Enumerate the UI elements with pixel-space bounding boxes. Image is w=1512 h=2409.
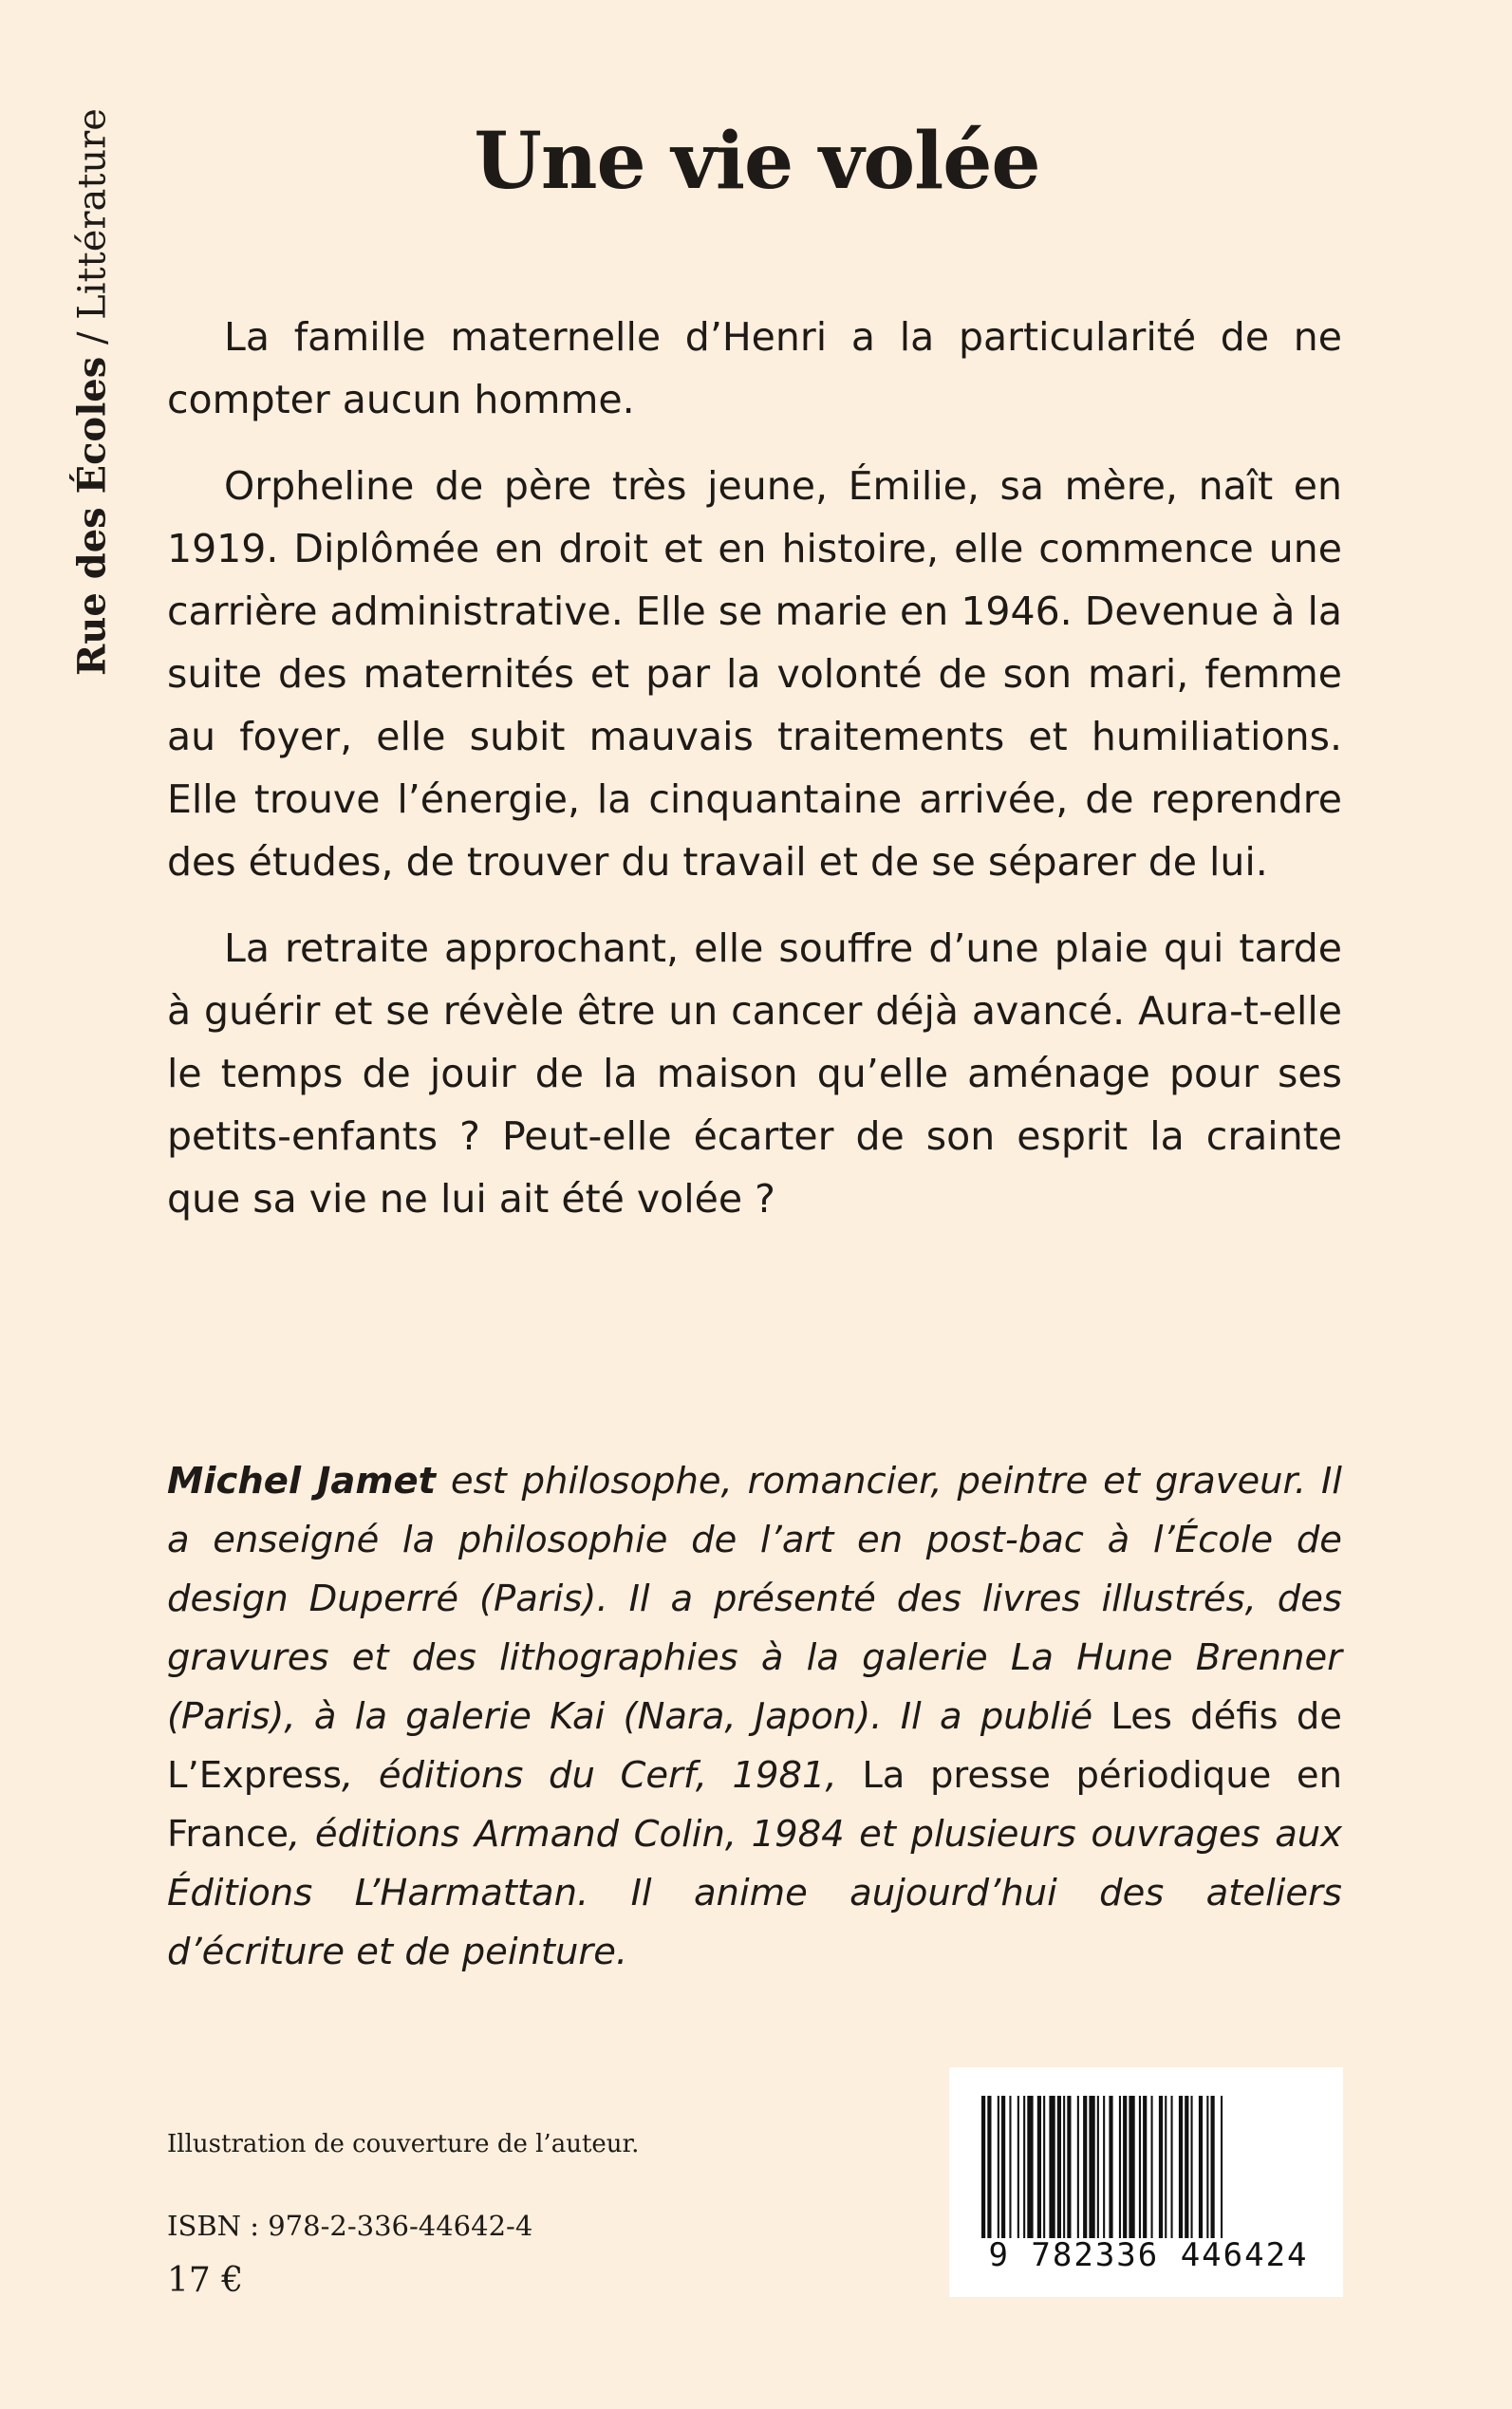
- barcode-bar: [1171, 2096, 1173, 2238]
- barcode-bar: [1043, 2096, 1045, 2238]
- author-bio: [167, 1452, 1342, 1982]
- barcode-digits: 9 782336 446424: [988, 2236, 1309, 2274]
- barcode-bar: [1057, 2096, 1061, 2238]
- spine-separator: /: [70, 319, 115, 357]
- author-name: Michel Jamet: [167, 1460, 437, 1503]
- barcode-bar: [987, 2096, 991, 2238]
- barcode-bar: [1211, 2096, 1215, 2238]
- blurb-paragraph-3: La retraite approchant, elle souffre d’une plaie qui tarde à guérir et se révèle être un cancer déjà avancé. Aura-t-elle le temps de jouir de la maison qu’elle aménage pour ses petits-enfants ? Peut-elle écarter de son esprit la crainte que sa vie ne lui ait été volée ?: [167, 925, 1342, 1222]
- bio-text-1: est philosophe, romancier, peintre et graveur. Il a enseigné la philosophie de l’art en post-bac à l’École de design Duperré (Paris). Il a présenté des livres illustrés, des gravures et des lithographies à la galerie La Hune Brenner (Paris), à la galerie Kai (Nara, Japon). Il a publié: [167, 1460, 1342, 1738]
- barcode-bar: [1103, 2096, 1105, 2238]
- barcode-bar: [1221, 2096, 1223, 2238]
- spine-text: [70, 108, 115, 676]
- barcode-bar: [1151, 2096, 1153, 2238]
- barcode-bar: [1206, 2096, 1208, 2238]
- barcode-bar: [1129, 2096, 1134, 2238]
- barcode-bar: [1049, 2096, 1055, 2238]
- barcode-bar: [1185, 2096, 1188, 2238]
- barcode-bar: [1063, 2096, 1065, 2238]
- blurb-paragraph-2: Orpheline de père très jeune, Émilie, sa mère, naît en 1919. Diplômée en droit et en histoire, elle commence une carrière administrative. Elle se marie en 1946. Devenue à la suite des maternités et par la volonté de son mari, femme au foyer, elle subit mauvais traitements et humiliations. Elle trouve l’énergie, la cinquantaine arrivée, de reprendre des études, de trouver du travail et de se séparer de lui.: [167, 463, 1342, 885]
- barcode-bar: [1097, 2096, 1099, 2238]
- barcode-bar: [1001, 2096, 1005, 2238]
- barcode-bar: [1165, 2096, 1167, 2238]
- barcode-bar: [1089, 2096, 1094, 2238]
- blurb-paragraph-1: La famille maternelle d’Henri a la particularité de ne compter aucun homme.: [167, 314, 1342, 422]
- barcode-bar: [1199, 2096, 1203, 2238]
- book-title: Une vie volée: [474, 116, 1040, 207]
- barcode-bar: [981, 2096, 985, 2238]
- barcode-bar: [1037, 2096, 1041, 2238]
- barcode-bars: [978, 2096, 1315, 2238]
- bio-text-2: , éditions du Cerf, 1981,: [342, 1754, 863, 1797]
- barcode-bar: [1023, 2096, 1025, 2238]
- barcode-bar: [1017, 2096, 1019, 2238]
- barcode-bar: [1143, 2096, 1147, 2238]
- genre-name: Littérature: [70, 108, 115, 320]
- barcode-bar: [1119, 2096, 1121, 2238]
- barcode-bar: [1139, 2096, 1141, 2238]
- barcode-bar: [1067, 2096, 1071, 2238]
- barcode: [949, 2067, 1343, 2297]
- book-title-2: La presse périodique en France: [167, 1754, 1342, 1856]
- barcode-bar: [1123, 2096, 1127, 2238]
- price: 17 €: [167, 2261, 244, 2300]
- book-blurb: [167, 306, 1342, 1254]
- barcode-bar: [1083, 2096, 1087, 2238]
- isbn: ISBN : 978-2-336-44642-4: [167, 2210, 533, 2242]
- barcode-bar: [1109, 2096, 1112, 2238]
- barcode-bar: [1191, 2096, 1193, 2238]
- barcode-bar: [1027, 2096, 1033, 2238]
- barcode-bar: [1179, 2096, 1183, 2238]
- spine-label: [59, 108, 125, 676]
- book-title-1: Les défis de L’Express: [167, 1695, 1342, 1797]
- bio-text-3: , éditions Armand Colin, 1984 et plusieurs ouvrages aux Éditions L’Harmattan. Il anime aujourd’hui des ateliers d’écriture et de peinture.: [167, 1813, 1342, 1973]
- barcode-bar: [1159, 2096, 1163, 2238]
- barcode-bar: [1077, 2096, 1079, 2238]
- barcode-bar: [1009, 2096, 1011, 2238]
- cover-credit: Illustration de couverture de l’auteur.: [167, 2130, 640, 2158]
- series-name: Rue des Écoles: [69, 356, 115, 676]
- barcode-bar: [998, 2096, 999, 2238]
